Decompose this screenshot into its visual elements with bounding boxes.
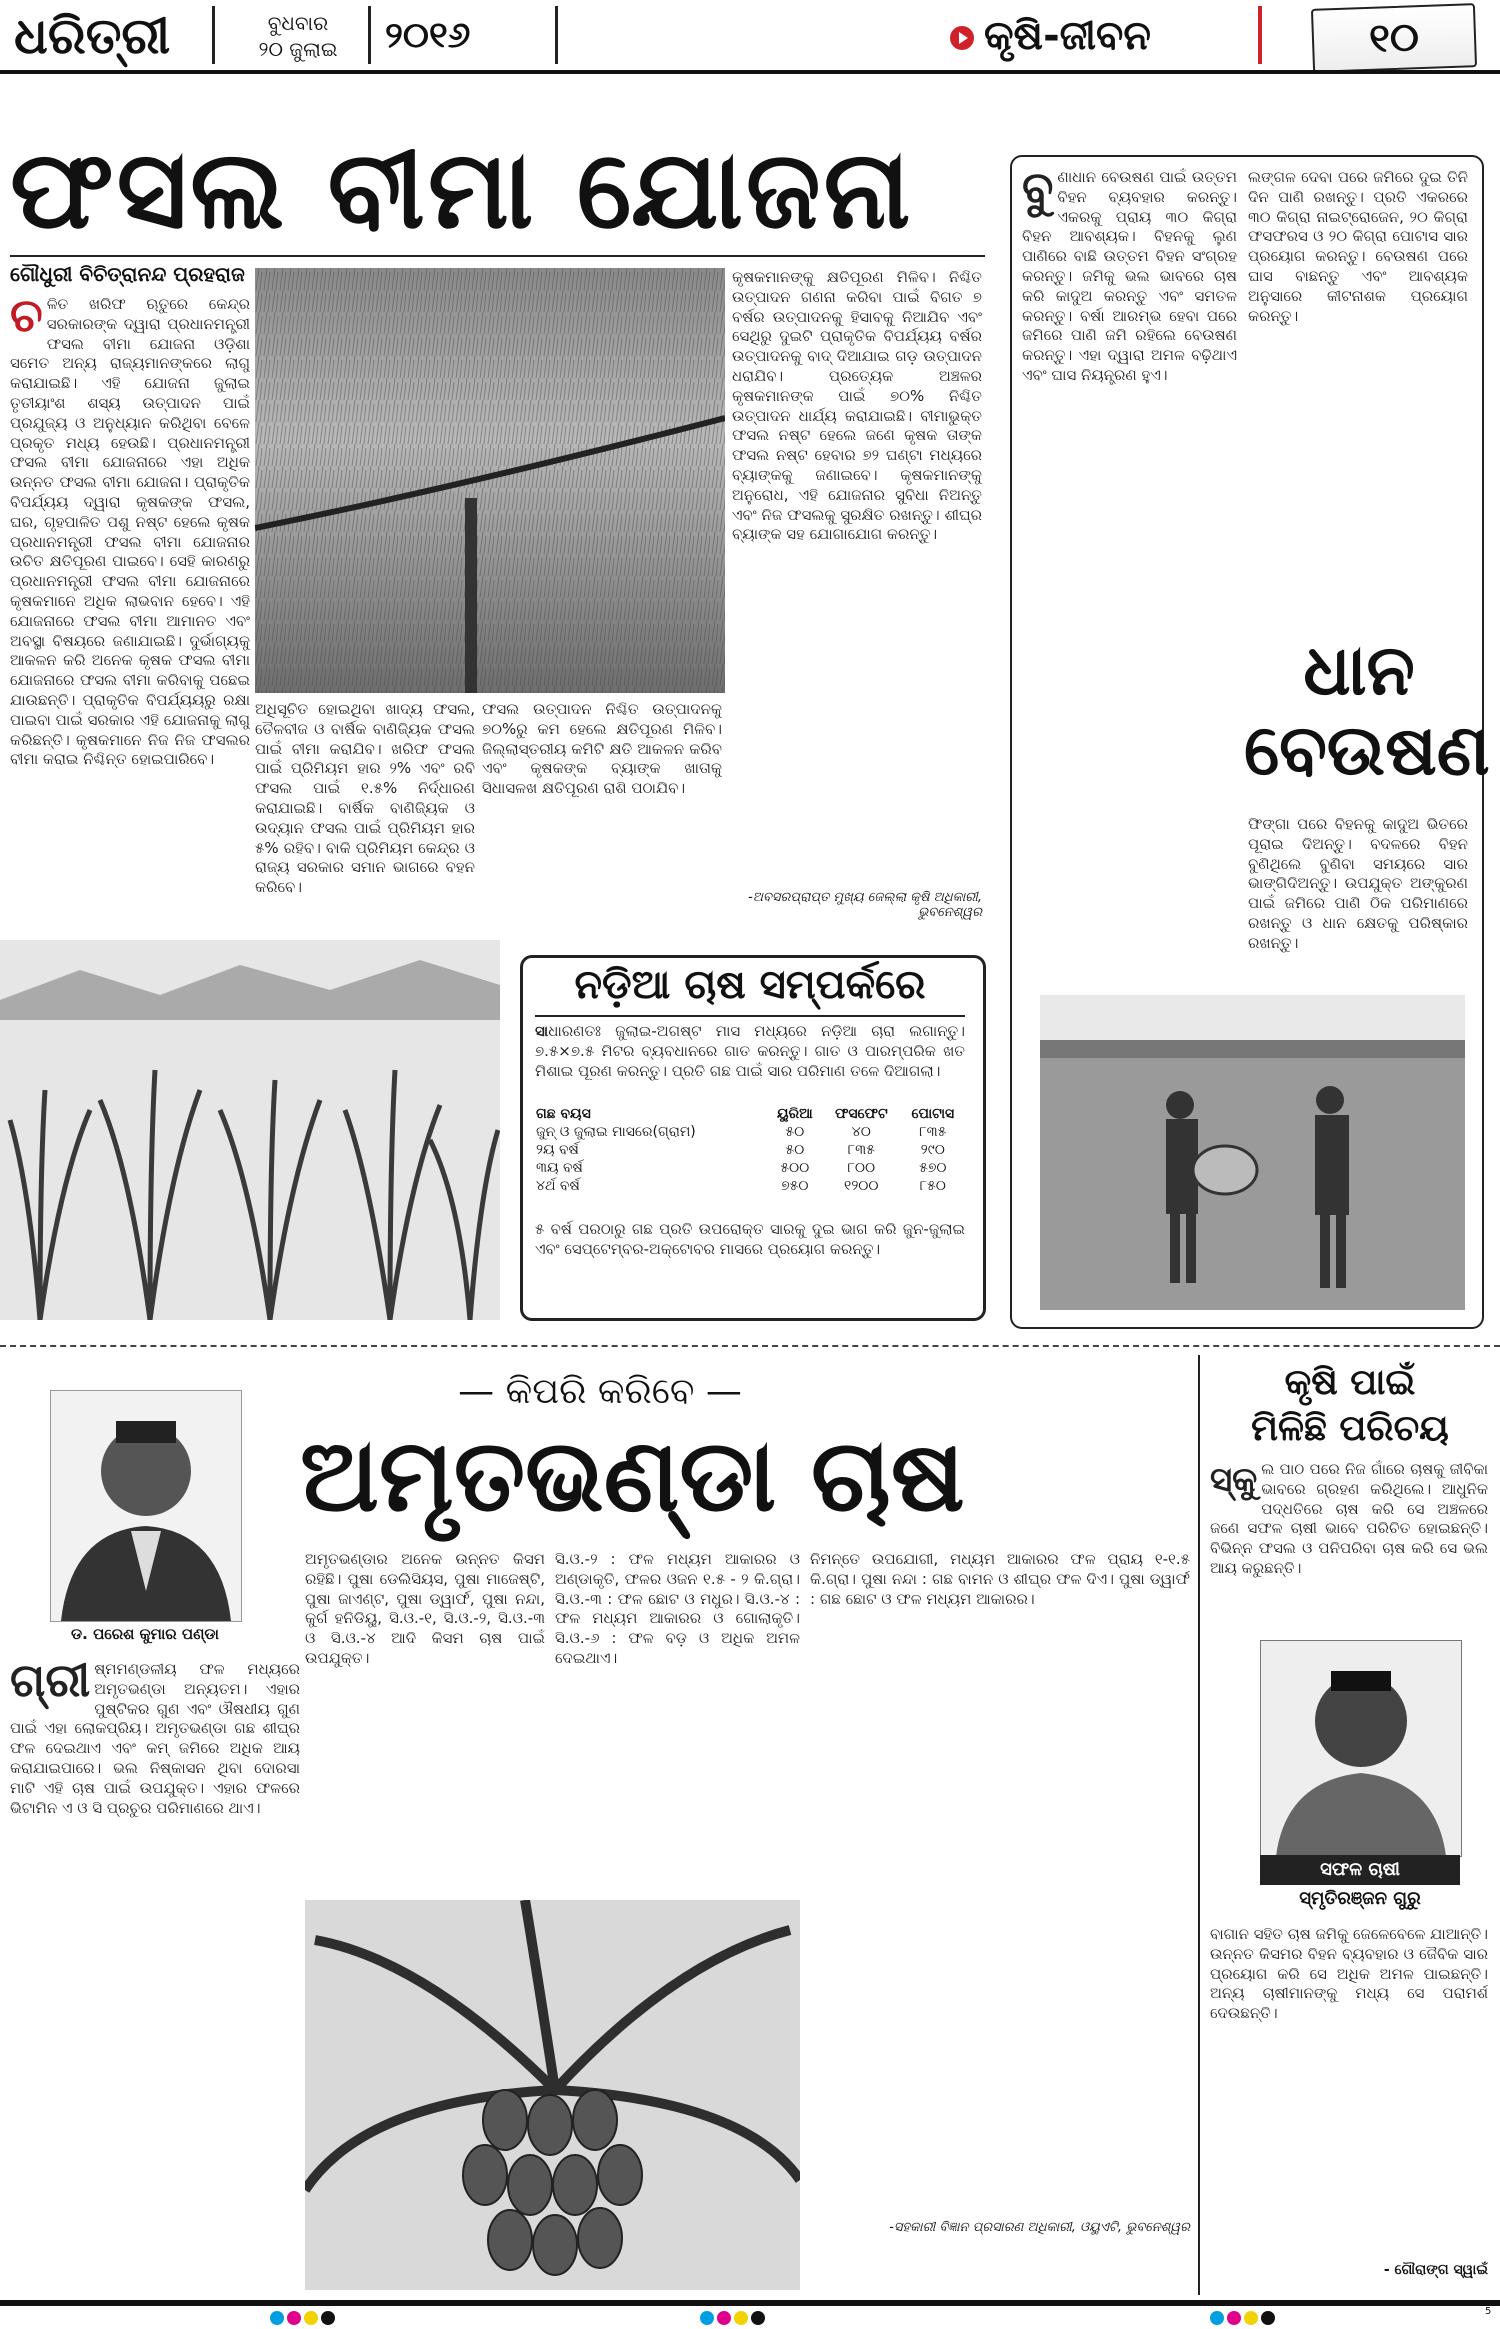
lead-column-3: କୃଷକମାନଙ୍କୁ କ୍ଷତିପୂରଣ ମିଳିବ। ନିଶ୍ଚିତ ଉତ୍ପାଦନ ଗଣନା କରିବା ପାଇଁ ବିଗତ ୭ ବର୍ଷର ଉତ୍ପାଦନକୁ ହିସାବକୁ ନିଆଯିବ ଏବଂ ସେଥିରୁ ଦୁଇଟି ପ୍ରାକୃତିକ ବିପର୍ଯ୍ୟୟ ବର୍ଷର ଉତ୍ପାଦନକୁ ବାଦ୍ ଦିଆଯାଇ ଗଡ଼ ଉତ୍ପାଦନ ଧରାଯିବ। ପ୍ରତ୍ୟେକ ଅଞ୍ଚଳର କୃଷକମାନଙ୍କ ପାଇଁ ୭୦% ନିଶ୍ଚିତ ଉତ୍ପାଦନ ଧାର୍ଯ୍ୟ କରାଯାଇଛି। ବୀମାଭୁକ୍ତ ଫସଲ ନଷ୍ଟ ହେଲେ ଜଣେ କୃଷକ ତାଙ୍କ ଫସଲ ନଷ୍ଟ ହେବାର ୭୨ ଘଣ୍ଟା ମଧ୍ୟରେ ବ୍ୟାଙ୍କକୁ ଜଣାଇବେ। କୃଷକମାନଙ୍କୁ ଅନୁରୋଧ, ଏହି ଯୋଜନାର ସୁବିଧା ନିଅନ୍ତୁ ଏବଂ ନିଜ ଫସଲକୁ ସୁରକ୍ଷିତ ରଖନ୍ତୁ। ଶୀଘ୍ର ବ୍ୟାଙ୍କ ସହ ଯୋଗାଯୋଗ କରନ୍ତୁ। xyxy=(732,268,982,544)
registration-dot xyxy=(1227,2311,1241,2325)
masthead-date-text: ୨୦ ଜୁଲାଇ xyxy=(258,37,338,61)
table-header: ପୋଟାସ xyxy=(911,1106,955,1122)
dhan-column-2: ଲଙ୍ଗଳ ଦେବା ପରେ ଜମିରେ ଦୁଇ ତିନି ଦିନ ପାଣି ରଖନ୍ତୁ। ପ୍ରତି ଏକରରେ ୩୦ କିଗ୍ରା ନାଇଟ୍ରୋଜେନ, ୨୦ କିଗ୍ରା ଫସଫରସ ଓ ୨୦ କିଗ୍ରା ପୋଟାସ ସାର ପ୍ରୟୋଗ କରନ୍ତୁ। ବେଉଷଣ ପରେ ଘାସ ବାଛନ୍ତୁ ଏବଂ ଆବଶ୍ୟକ ଅନୁସାରେ କୀଟନାଶକ ପ୍ରୟୋଗ କରନ୍ତୁ। xyxy=(1248,168,1468,325)
registration-dot xyxy=(751,2311,765,2325)
registration-dot xyxy=(304,2311,318,2325)
nadia-headline: ନଡ଼ିଆ ଚାଷ ସମ୍ପର୍କରେ xyxy=(574,962,926,1008)
table-header: ଗଛ ବୟସ xyxy=(536,1106,591,1122)
registration-dot xyxy=(734,2311,748,2325)
table-header: ଫସଫେଟ xyxy=(834,1106,888,1122)
lead-credit: -ଅବସରପ୍ରାପ୍ତ ମୁଖ୍ୟ ଜେଲ୍ଲା କୃଷି ଅଧିକାରୀ, ଭୁବନେଶ୍ୱର xyxy=(748,890,982,920)
table-row: ୨ୟ ବର୍ଷ ୫୦ ୮୩୫ ୨୯୦ xyxy=(536,1142,945,1158)
sidebar-credit: - ଗୌରାଙ୍ଗ ସ୍ୱାଇଁ xyxy=(1383,2262,1488,2278)
fertilizer-table xyxy=(535,1105,965,1195)
sidebar-headline xyxy=(1210,1360,1490,1452)
dhan-headline-line2: ବେଉଷଣ xyxy=(1244,709,1490,791)
rule xyxy=(10,255,985,257)
section-title xyxy=(950,10,1151,62)
registration-marks xyxy=(1210,2310,1278,2329)
table-row: ୩ୟ ବର୍ଷ ୫୦୦ ୮୦୦ ୫୭୦ xyxy=(536,1160,947,1176)
amrutabhanda-kicker: — କିପରି କରିବେ — xyxy=(458,1371,742,1412)
registration-dot xyxy=(270,2311,284,2325)
masthead-year: ୨୦୧୬ xyxy=(385,15,471,56)
sidebar-column-1: ସ୍କୁ ଲ ପାଠ ପରେ ନିଜ ଗାଁରେ ଚାଷକୁ ଜୀବିକା ଭାବରେ ଗ୍ରହଣ କରିଥିଲେ। ଆଧୁନିକ ପଦ୍ଧତିରେ ଚାଷ କରି ସେ ଅଞ୍ଚଳରେ ଜଣେ ସଫଳ ଚାଷୀ ଭାବେ ପରିଚିତ ହୋଇଛନ୍ତି। ବିଭିନ୍ନ ଫସଲ ଓ ପନିପରିବା ଚାଷ କରି ସେ ଭଲ ଆୟ କରୁଛନ୍ତି। xyxy=(1210,1460,1488,1577)
author-portrait xyxy=(50,1390,242,1622)
registration-dot xyxy=(717,2311,731,2325)
sidebar-divider xyxy=(1198,1355,1200,2295)
dhan-headline-line1: ଧାନ xyxy=(1303,629,1415,711)
dropcap: ସା xyxy=(535,1022,549,1040)
sidebar-headline-line2: ମିଳିଛି ପରିଚୟ xyxy=(1251,1408,1449,1449)
table-row: ୪ର୍ଥ ବର୍ଷ ୭୫୦ ୧୨୦୦ ୮୫୦ xyxy=(536,1178,946,1194)
sidebar-headline-line1: କୃଷି ପାଇଁ xyxy=(1284,1362,1416,1403)
farmer-caption-name: ସ୍ମୃତିରଞ୍ଜନ ଗୁରୁ xyxy=(1299,1888,1421,1909)
table-header-row xyxy=(535,1105,965,1123)
registration-dot xyxy=(1244,2311,1258,2325)
play-icon xyxy=(950,26,974,50)
amrutabhanda-column-1: ଗ୍ରୀ ଷ୍ମମଣ୍ଡଳୀୟ ଫଳ ମଧ୍ୟରେ ଅମୃତଭଣ୍ଡା ଅନ୍ୟତମ। ଏହାର ପୁଷ୍ଟିକର ଗୁଣ ଏବଂ ଔଷଧୀୟ ଗୁଣ ପାଇଁ ଏହା ଲୋକପ୍ରିୟ। ଅମୃତଭଣ୍ଡା ଗଛ ଶୀଘ୍ର ଫଳ ଦେଇଥାଏ ଏବଂ କମ୍ ଜମିରେ ଅଧିକ ଆୟ କରାଯାଇପାରେ। ଭଲ ନିଷ୍କାସନ ଥିବା ଦୋରସା ମାଟି ଏହି ଚାଷ ପାଇଁ ଉପଯୁକ୍ତ। ଏହାର ଫଳରେ ଭିଟାମିନ ଏ ଓ ସି ପ୍ରଚୁର ପରିମାଣରେ ଥାଏ। xyxy=(10,1660,300,1817)
nadia-intro: ସାଧାରଣତଃ ଜୁଲାଇ-ଅଗଷ୍ଟ ମାସ ମଧ୍ୟରେ ନଡ଼ିଆ ଚାରା ଲଗାନ୍ତୁ। ୭.୫×୭.୫ ମିଟର ବ୍ୟବଧାନରେ ଗାତ କରନ୍ତୁ। ଗାତ ଓ ପାରମ୍ପରିକ ଖତ ମିଶାଇ ପୂରଣ କରନ୍ତୁ। ପ୍ରତି ଗଛ ପାଇଁ ସାର ପରିମାଣ ତଳେ ଦିଆଗଲା। xyxy=(535,1022,965,1080)
amrutabhanda-headline: ଅମୃତଭଣ୍ଡା ଚାଷ xyxy=(300,1416,965,1534)
registration-dot xyxy=(287,2311,301,2325)
dropcap: ସ୍କୁ xyxy=(1210,1460,1258,1500)
registration-dot xyxy=(700,2311,714,2325)
author-caption: ଡ. ପରେଶ କୁମାର ପଣ୍ଡା xyxy=(71,1625,219,1643)
farmers-sowing-photo xyxy=(1040,995,1465,1310)
papaya-tree-photo xyxy=(305,1900,800,2290)
page-marker: 5 xyxy=(1485,2306,1492,2317)
dhan-column-1: ବୁଣାଧାନ ବେଉଷଣ ପାଇଁ ଉତ୍ତମ ବିହନ ବ୍ୟବହାର କରନ୍ତୁ। ଏକରକୁ ପ୍ରାୟ ୩୦ କିଗ୍ରା ବିହନ ଆବଶ୍ୟକ। ବିହନକୁ ଲୁଣ ପାଣିରେ ବାଛି ଉତ୍ତମ ବିହନ ସଂଗ୍ରହ କରନ୍ତୁ। ଜମିକୁ ଭଲ ଭାବରେ ଚାଷ କରି କାଦୁଅ କରନ୍ତୁ ଏବଂ ସମତଳ କରନ୍ତୁ। ବର୍ଷା ଆରମ୍ଭ ହେବା ପରେ ଜମିରେ ପାଣି ଜମି ରହିଲେ ବେଉଷଣ କରନ୍ତୁ। ଏହା ଦ୍ୱାରା ଅମଳ ବଢ଼ିଥାଏ ଏବଂ ଘାସ ନିୟନ୍ତ୍ରଣ ହୁଏ। xyxy=(1022,168,1237,384)
dropcap: ବୁ xyxy=(1022,168,1054,215)
dhan-column-3: ଫିଙ୍ଗା ପରେ ବିହନକୁ କାଦୁଅ ଭିତରେ ପୂରାଇ ଦିଅନ୍ତୁ। ବଦଳରେ ବିହନ ବୁଣିଥିଲେ ବୁଣିବା ସମୟରେ ସାର ଭାଙ୍ଗିଦିଅନ୍ତୁ। ଉପଯୁକ୍ତ ଅଙ୍କୁରଣ ପାଇଁ ଜମିରେ ପାଣି ଠିକ ପରିମାଣରେ ରଖନ୍ତୁ ଓ ଧାନ କ୍ଷେତକୁ ପରିଷ୍କାର ରଖନ୍ତୁ। xyxy=(1248,815,1468,952)
amrutabhanda-column-2: ଅମୃତଭଣ୍ଡାର ଅନେକ ଉନ୍ନତ କିସମ ରହିଛି। ପୁଷା ଡେଲିସିୟସ, ପୁଷା ମାଜେଷ୍ଟି, ପୁଷା ଜାଏଣ୍ଟ, ପୁଷା ଡ୍ୱାର୍ଫ, ପୁଷା ନନ୍ଦା, କୁର୍ଗ ହନିଡିୟୁ, ସି.ଓ.-୧, ସି.ଓ.-୨, ସି.ଓ.-୩ ଓ ସି.ଓ.-୪ ଆଦି କିସମ ଚାଷ ପାଇଁ ଉପଯୁକ୍ତ। xyxy=(305,1550,545,1667)
coconut-seedlings-photo xyxy=(0,940,500,1320)
newspaper-brand: ଧରିତ୍ରୀ xyxy=(14,7,171,65)
section-title-text: କୃଷି-ଜୀବନ xyxy=(984,13,1151,59)
rule xyxy=(535,1015,965,1017)
lead-column-1: ଚଳିତ ଖରିଫ ଋତୁରେ କେନ୍ଦ୍ର ସରକାରଙ୍କ ଦ୍ୱାରା ପ୍ରଧାନମନ୍ତ୍ରୀ ଫସଲ ବୀମା ଯୋଜନା ଓଡ଼ିଶା ସମେତ ଅନ୍ୟ ରାଜ୍ୟମାନଙ୍କରେ ଲାଗୁ କରାଯାଇଛି। ଏହି ଯୋଜନା ଜୁଲାଇ ତୃତୀୟାଂଶ ଶସ୍ୟ ଉତ୍ପାଦନ ପାଇଁ ପ୍ରଯୁଜ୍ୟ ଓ ଅନୁଧ୍ୟାନ କରିଥିବା ବେଳେ ପ୍ରକୃତ ମଧ୍ୟ ହେଉଛି। ପ୍ରଧାନମନ୍ତ୍ରୀ ଫସଲ ବୀମା ଯୋଜନାରେ ଏହା ଅଧିକ ଉନ୍ନତ ଫସଲ ବୀମା ଯୋଜନା। ପ୍ରାକୃତିକ ବିପର୍ଯ୍ୟୟ ଦ୍ୱାରା କୃଷକଙ୍କ ଫସଲ, ଘର, ଗୃହପାଳିତ ପଶୁ ନଷ୍ଟ ହେଲେ କୃଷକ ପ୍ରଧାନମନ୍ତ୍ରୀ ଫସଲ ବୀମା ଯୋଜନାର ଉଚିତ କ୍ଷତିପୂରଣ ପାଇବେ। ସେହି କାରଣରୁ ପ୍ରଧାନମନ୍ତ୍ରୀ ଫସଲ ବୀମା ଯୋଜନାରେ କୃଷକମାନେ ଅଧିକ ଲାଭବାନ ହେବେ। ଏହି ଯୋଜନାରେ ଫସଲ ବୀମା ଆମାନତ ଏବଂ ଅବସ୍ଥା ବିଷୟରେ ଜଣାଯାଇଛି। ଦୁର୍ଭାଗ୍ୟକୁ ଆକଳନ କରି ଅନେକ କୃଷକ ଫସଲ ବୀମା ଯୋଜନାରେ ଫସଲ ବୀମା କରିବାକୁ ପଛେଇ ଯାଉଛନ୍ତି। ପ୍ରାକୃତିକ ବିପର୍ଯ୍ୟୟରୁ ରକ୍ଷା ପାଇବା ପାଇଁ ସରକାର ଏହି ଯୋଜନାକୁ ଲାଗୁ କରିଛନ୍ତି। କୃଷକମାନେ ନିଜ ନିଜ ଫସଲର ବୀମା କରାଇ ନିଶ୍ଚିନ୍ତ ହୋଇପାରିବେ। xyxy=(10,295,250,769)
lead-headline: ଫସଲ ବୀମା ଯୋଜନା xyxy=(10,127,914,253)
dhan-headline xyxy=(1244,629,1490,791)
amrutabhanda-column-4: ନିମନ୍ତେ ଉପଯୋଗୀ, ମଧ୍ୟମ ଆକାରର ଫଳ ପ୍ରାୟ ୧-୧.୫ କି.ଗ୍ରା। ପୁଷା ନନ୍ଦା : ଗଛ ବାମନ ଓ ଶୀଘ୍ର ଫଳ ଦିଏ। ପୁଷା ଡ୍ୱାର୍ଫ : ଗଛ ଛୋଟ ଓ ଫଳ ମଧ୍ୟମ ଆକାରର। xyxy=(810,1550,1190,1608)
registration-marks xyxy=(700,2310,768,2329)
amrutabhanda-column-3: ସି.ଓ.-୨ : ଫଳ ମଧ୍ୟମ ଆକାରର ଓ ଅଣ୍ଡାକୃତି, ଫଳର ଓଜନ ୧.୫ - ୨ କି.ଗ୍ରା। ସି.ଓ.-୩ : ଫଳ ଛୋଟ ଓ ମଧୁର। ସି.ଓ.-୪ : ଫଳ ମଧ୍ୟମ ଆକାରର ଓ ଗୋଲାକୃତି। ସି.ଓ.-୬ : ଫଳ ବଡ଼ ଓ ଅଧିକ ଅମଳ ଦେଇଥାଏ। xyxy=(555,1550,800,1667)
masthead-date xyxy=(238,10,358,62)
section-divider xyxy=(0,1345,1500,1349)
section-accent-bar xyxy=(1258,6,1262,64)
lead-column-2b: ଫସଲ ଉତ୍ପାଦନ ନିଶ୍ଚିତ ଉତ୍ପାଦନକୁ ୭୦%ରୁ କମ ହେଲେ କ୍ଷତିପୂରଣ ମିଳିବ। ଜିଲ୍ଲାସ୍ତରୀୟ କମିଟି କ୍ଷତି ଆକଳନ କରିବ ଏବଂ କୃଷକଙ୍କ ବ୍ୟାଙ୍କ ଖାତାକୁ ସିଧାସଳଖ କ୍ଷତିପୂରଣ ରାଶି ପଠାଯିବ। xyxy=(482,700,722,798)
registration-dot xyxy=(1261,2311,1275,2325)
masthead-divider xyxy=(555,6,558,64)
masthead-rule xyxy=(0,70,1500,74)
farmer-portrait xyxy=(1260,1640,1462,1857)
sidebar-column-2: ବାଗାନ ସହିତ ଚାଷ ଜମିକୁ ଜେଳେବେଳେ ଯାଆନ୍ତି। ଉନ୍ନତ କିସମର ବିହନ ବ୍ୟବହାର ଓ ଜୈବିକ ସାର ପ୍ରୟୋଗ କରି ସେ ଅଧିକ ଅମଳ ପାଇଛନ୍ତି। ଅନ୍ୟ ଚାଷୀମାନଙ୍କୁ ମଧ୍ୟ ସେ ପରାମର୍ଶ ଦେଉଛନ୍ତି। xyxy=(1210,1925,1488,2023)
farmer-caption-title: ସଫଳ ଚାଷୀ xyxy=(1260,1855,1460,1885)
masthead-divider xyxy=(368,6,371,64)
lead-byline: ଗୌଧୁରୀ ବିଚିତ୍ରାନନ୍ଦ ପ୍ରହରାଜ xyxy=(10,262,245,286)
table-header: ୟୁରିଆ xyxy=(776,1106,813,1122)
registration-marks xyxy=(270,2310,338,2329)
amrutabhanda-credit: -ସହକାରୀ ବିଜ୍ଞାନ ପ୍ରସାରଣ ଅଧିକାରୀ, ଓୟୁଏଟି, ଭୁବନେଶ୍ୱର xyxy=(889,2220,1190,2235)
registration-dot xyxy=(321,2311,335,2325)
dropcap: ଚ xyxy=(10,295,43,342)
nadia-outro: ୫ ବର୍ଷ ପରଠାରୁ ଗଛ ପ୍ରତି ଉପରୋକ୍ତ ସାରକୁ ଦୁଇ ଭାଗ କରି ଜୁନ-ଜୁଲାଇ ଏବଂ ସେପ୍ଟେମ୍ବର-ଅକ୍ଟୋବର ମାସରେ ପ୍ରୟୋଗ କରନ୍ତୁ। xyxy=(535,1220,965,1258)
wheat-field-photo xyxy=(255,268,725,693)
masthead-divider xyxy=(212,6,215,64)
lead-column-2: ଅଧିସୂଚିତ ହୋଇଥିବା ଖାଦ୍ୟ ଫସଲ, ତୈଳବୀଜ ଓ ବାର୍ଷିକ ବାଣିଜ୍ୟିକ ଫସଲ ପାଇଁ ବୀମା କରାଯିବ। ଖରିଫ ଫସଲ ପାଇଁ ପ୍ରିମିୟମ ହାର ୨% ଏବଂ ରବି ଫସଲ ପାଇଁ ୧.୫% ନିର୍ଦ୍ଧାରଣ କରାଯାଇଛି। ବାର୍ଷିକ ବାଣିଜ୍ୟିକ ଓ ଉଦ୍ୟାନ ଫସଲ ପାଇଁ ପ୍ରିମିୟମ ହାର ୫% ରହିବ। ବାକି ପ୍ରିମିୟମ କେନ୍ଦ୍ର ଓ ରାଜ୍ୟ ସରକାର ସମାନ ଭାଗରେ ବହନ କରିବେ। xyxy=(255,700,475,897)
dropcap: ଗ୍ରୀ xyxy=(10,1660,91,1707)
masthead-day: ବୁଧବାର xyxy=(267,11,329,35)
page-number: ୧୦ xyxy=(1311,3,1477,73)
footer-bar xyxy=(0,2300,1500,2306)
registration-dot xyxy=(1210,2311,1224,2325)
table-row: ଜୁନ୍ ଓ ଜୁଲାଇ ମାସରେ(ଗ୍ରାମ) ୫୦ ୪୦ ୮୩୫ xyxy=(536,1124,947,1140)
